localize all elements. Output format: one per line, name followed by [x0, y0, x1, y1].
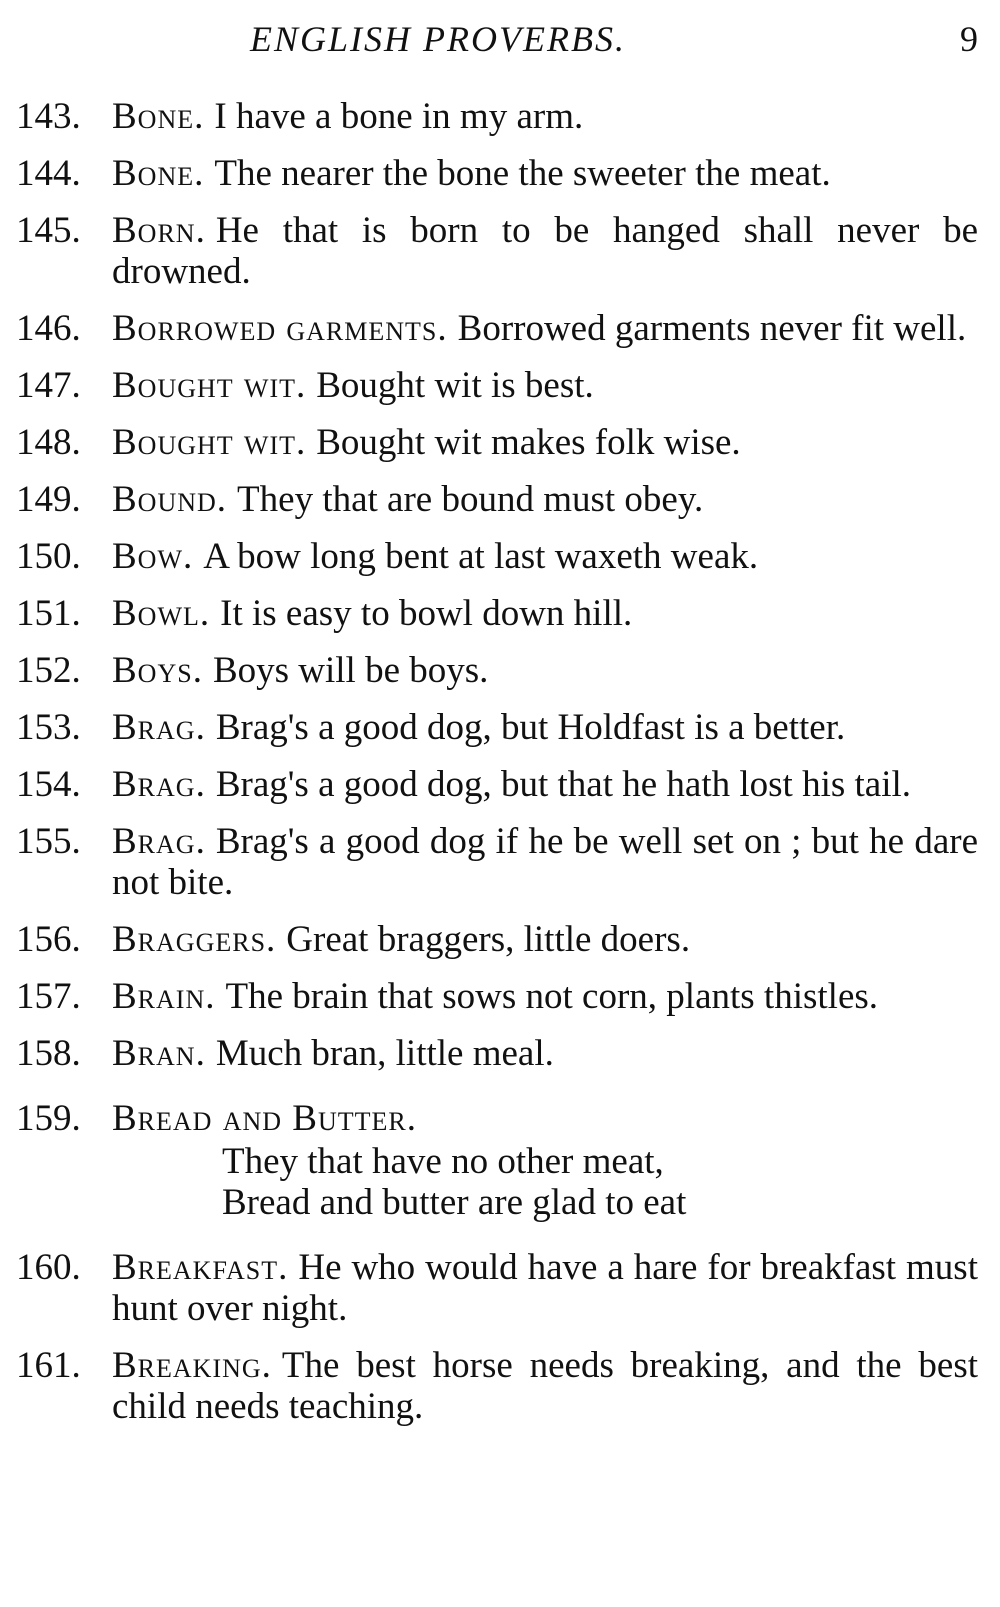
proverb-entry-161 [0, 1345, 1000, 1427]
proverb-keyword: Bowl. [112, 593, 211, 634]
proverb-keyword: Bow. [112, 536, 194, 577]
proverb-entry-152 [0, 650, 1000, 691]
running-head [0, 18, 1000, 68]
proverb-number: 150. [16, 536, 81, 577]
proverb-keyword: Bone. [112, 153, 205, 194]
proverb-entry-149 [0, 479, 1000, 520]
proverb-entry-143 [0, 96, 1000, 137]
page-number: 9 [960, 19, 978, 59]
proverb-text: The best horse needs breaking, and the best child needs teaching. [112, 1345, 978, 1427]
proverb-text: He that is born to be hanged shall never be drowned. [112, 210, 978, 292]
proverb-number: 161. [16, 1345, 81, 1386]
proverb-entry-155 [0, 821, 1000, 903]
proverb-text: He who would have a hare for breakfast must hunt over night. [112, 1247, 978, 1329]
proverb-keyword: Brag. [112, 821, 206, 862]
proverb-keyword: Born. [112, 210, 206, 251]
proverb-keyword: Borrowed garments. [112, 308, 448, 349]
proverb-text: It is easy to bowl down hill. [220, 593, 633, 634]
proverb-text: Brag's a good dog, but that he hath lost his tail. [215, 764, 912, 805]
proverb-entry-157 [0, 976, 1000, 1017]
proverb-number: 143. [16, 96, 81, 137]
proverb-entry-154 [0, 764, 1000, 805]
verse-line: They that have no other meat, [222, 1141, 664, 1182]
proverb-verse [112, 1141, 978, 1223]
proverb-keyword: Braggers. [112, 919, 277, 960]
proverb-entry-159 [0, 1098, 1000, 1223]
proverb-entry-146 [0, 308, 1000, 349]
proverb-entry-147 [0, 365, 1000, 406]
proverb-entry-156 [0, 919, 1000, 960]
verse-line: Bread and butter are glad to eat [222, 1182, 687, 1223]
proverb-text: Great braggers, little doers. [286, 919, 691, 960]
proverb-number: 157. [16, 976, 81, 1017]
proverb-text: Borrowed garments never fit well. [457, 308, 967, 349]
proverb-entry-158 [0, 1033, 1000, 1074]
proverb-number: 152. [16, 650, 81, 691]
proverb-keyword: Brag. [112, 707, 206, 748]
proverb-entry-153 [0, 707, 1000, 748]
proverb-text: A bow long bent at last waxeth weak. [203, 536, 759, 577]
proverb-number: 153. [16, 707, 81, 748]
proverb-keyword: Boys. [112, 650, 203, 691]
proverb-keyword: Bread and Butter. [112, 1098, 417, 1139]
proverb-text: I have a bone in my arm. [214, 96, 584, 137]
proverb-keyword: Bought wit. [112, 365, 307, 406]
proverb-number: 146. [16, 308, 81, 349]
proverb-keyword: Brain. [112, 976, 216, 1017]
proverb-entry-144 [0, 153, 1000, 194]
proverb-entry-148 [0, 422, 1000, 463]
proverb-number: 160. [16, 1247, 81, 1288]
proverb-keyword: Breakfast. [112, 1247, 289, 1288]
proverb-keyword: Brag. [112, 764, 206, 805]
proverb-keyword: Bound. [112, 479, 228, 520]
proverb-text: Bought wit is best. [316, 365, 594, 406]
proverb-text: The nearer the bone the sweeter the meat. [214, 153, 831, 194]
proverb-number: 156. [16, 919, 81, 960]
proverb-number: 159. [16, 1098, 81, 1139]
proverb-text: They that are bound must obey. [237, 479, 704, 520]
proverb-number: 144. [16, 153, 81, 194]
proverb-text: The brain that sows not corn, plants thistles. [225, 976, 879, 1017]
proverb-entry-160 [0, 1247, 1000, 1329]
proverb-number: 145. [16, 210, 81, 251]
proverb-text: Bought wit makes folk wise. [316, 422, 741, 463]
proverb-list [0, 96, 1000, 1443]
proverb-entry-145 [0, 210, 1000, 292]
proverb-number: 148. [16, 422, 81, 463]
proverb-number: 149. [16, 479, 81, 520]
running-title: ENGLISH PROVERBS. [250, 19, 626, 59]
proverb-number: 155. [16, 821, 81, 862]
proverb-text: Brag's a good dog if he be well set on ; but he dare not bite. [112, 821, 978, 903]
proverb-number: 158. [16, 1033, 81, 1074]
proverb-text: Much bran, little meal. [215, 1033, 554, 1074]
proverb-keyword: Breaking. [112, 1345, 272, 1386]
proverb-number: 151. [16, 593, 81, 634]
proverb-keyword: Bought wit. [112, 422, 307, 463]
proverb-entry-151 [0, 593, 1000, 634]
proverb-keyword: Bone. [112, 96, 205, 137]
proverb-text: Brag's a good dog, but Holdfast is a better. [215, 707, 846, 748]
proverb-number: 154. [16, 764, 81, 805]
proverb-keyword: Bran. [112, 1033, 206, 1074]
proverb-number: 147. [16, 365, 81, 406]
proverb-entry-150 [0, 536, 1000, 577]
proverb-text: Boys will be boys. [212, 650, 489, 691]
